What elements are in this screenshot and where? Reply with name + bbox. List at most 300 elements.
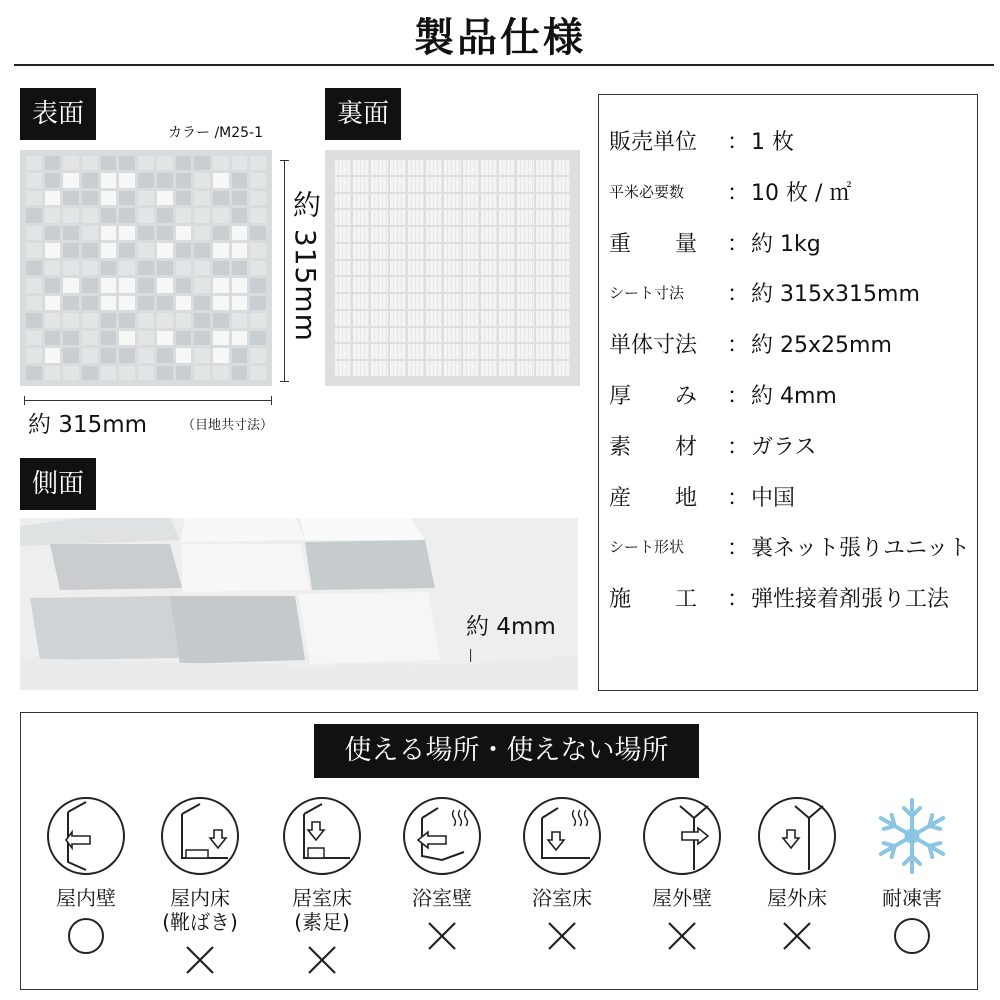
back-tile [554,194,570,209]
front-tile [194,173,210,187]
usage-label [517,886,607,910]
spec-row [609,125,977,176]
front-tile [138,296,154,310]
back-tile [390,227,406,242]
back-tile [499,177,515,192]
back-tile [499,160,515,175]
usage-label-line1: 屋外床 [767,886,827,910]
spec-row [609,481,977,532]
front-tile [138,191,154,205]
back-tile [371,361,387,376]
back-tile [499,294,515,309]
spec-value: 中国 [751,485,796,511]
front-tile [157,191,173,205]
spec-label: 施 工 [609,587,698,613]
back-tile [426,344,442,359]
back-tile [353,344,369,359]
front-tile [119,261,135,275]
back-tile [390,311,406,326]
spec-colon: ： [727,383,750,409]
front-tile [45,348,61,362]
usage-label-line1: 耐凍害 [882,886,942,910]
back-tile [481,361,497,376]
front-tile [138,278,154,292]
front-tile [213,313,229,327]
usage-item [155,796,245,980]
front-tile [138,156,154,170]
front-tile [82,278,98,292]
front-tile [232,261,248,275]
front-tile [119,366,135,380]
front-tile [119,156,135,170]
spec-colon: ： [727,180,750,206]
spec-value: 1 枚 [751,130,795,155]
front-tile [119,278,135,292]
cross-mark-icon [546,920,578,952]
front-tile [119,243,135,257]
back-tile [463,244,479,259]
front-tile [232,296,248,310]
back-tile [353,244,369,259]
width-dimension-note: （目地共寸法） [182,418,274,433]
front-tile [176,226,192,240]
back-tile [408,311,424,326]
back-tile [335,177,351,192]
front-tile [82,313,98,327]
front-tile [26,313,42,327]
front-tile [213,296,229,310]
front-tile [138,366,154,380]
side-image [20,518,578,690]
front-tile [101,243,117,257]
back-tile [371,261,387,276]
front-tile [45,278,61,292]
back-tile [554,311,570,326]
back-tile [517,261,533,276]
front-tile [213,226,229,240]
back-tile [408,227,424,242]
back-tile [408,194,424,209]
front-tile [157,366,173,380]
cross-mark-icon [426,920,458,952]
front-tile [101,173,117,187]
usage-mark [282,940,362,980]
front-tile [138,348,154,362]
front-tile [82,243,98,257]
front-tile [194,261,210,275]
front-tile [82,366,98,380]
back-tile [444,344,460,359]
back-tile [371,244,387,259]
back-tile [536,210,552,225]
back-tile [536,294,552,309]
spec-row [609,531,977,582]
back-tile [536,344,552,359]
back-tile [499,344,515,359]
front-tile [101,296,117,310]
front-tile [176,173,192,187]
front-tile [194,156,210,170]
back-tile [371,210,387,225]
front-label: 表面 [20,88,96,140]
back-tile [371,294,387,309]
spec-label: 単体寸法 [609,333,698,359]
back-tile [499,328,515,343]
back-tile [335,344,351,359]
back-tile [481,261,497,276]
back-tile [353,294,369,309]
front-tile [194,296,210,310]
back-tile [426,277,442,292]
back-tile [408,210,424,225]
back-tile [444,261,460,276]
back-tile [444,361,460,376]
front-tile [194,313,210,327]
height-dimension-text: 約 315mm [289,190,322,342]
front-tile [45,156,61,170]
back-tile [390,277,406,292]
front-tile [119,226,135,240]
front-tile [119,348,135,362]
back-tile [517,328,533,343]
front-tile [119,173,135,187]
back-tile [517,194,533,209]
front-tile [250,313,266,327]
front-tile [213,261,229,275]
back-tile [408,344,424,359]
back-tile [335,261,351,276]
height-dimension-tick-bottom [280,381,289,382]
front-tile [157,173,173,187]
usage-item [637,796,727,956]
usage-label [752,886,842,910]
front-tile [82,226,98,240]
back-tile [408,261,424,276]
back-tile [444,227,460,242]
back-tile [444,177,460,192]
back-tile [554,344,570,359]
front-tile [157,208,173,222]
front-tile [250,191,266,205]
back-tile [481,311,497,326]
front-tile [194,366,210,380]
back-tile [517,160,533,175]
back-tile [554,210,570,225]
front-tile [138,208,154,222]
front-tile [157,296,173,310]
spec-row [609,430,977,481]
front-tile [119,331,135,345]
front-tile [119,208,135,222]
back-tile [554,294,570,309]
front-tile [213,243,229,257]
back-tile [536,361,552,376]
indoor-floor-shoes-icon [160,796,240,876]
back-tile [481,210,497,225]
back-tile [371,344,387,359]
spec-label: シート寸法 [609,284,685,303]
front-tile [45,296,61,310]
front-tile [26,278,42,292]
front-tile [101,313,117,327]
back-tile [463,261,479,276]
spec-row [609,277,977,328]
back-tile [536,194,552,209]
front-tile [26,243,42,257]
back-tile [554,227,570,242]
front-tile [101,156,117,170]
front-tile [250,278,266,292]
back-label: 裏面 [325,88,401,140]
back-tile [517,244,533,259]
back-tile [353,160,369,175]
cross-mark-icon [184,944,216,976]
back-tile [371,311,387,326]
usage-item [752,796,842,956]
back-tile [353,227,369,242]
back-tile [536,244,552,259]
front-tile [194,331,210,345]
back-tile [554,277,570,292]
front-tile [138,261,154,275]
front-tile [232,191,248,205]
back-tile [463,277,479,292]
spec-label: 重 量 [609,231,698,257]
front-tile [63,191,79,205]
front-tile [26,173,42,187]
back-tile [481,277,497,292]
spec-colon: ： [727,231,750,257]
front-tile [26,331,42,345]
spec-row [609,582,977,633]
usage-mark [642,916,722,956]
front-tile [232,226,248,240]
back-tile [463,361,479,376]
spec-colon: ： [727,282,750,308]
back-tile [426,311,442,326]
back-tile [444,328,460,343]
back-tile [408,160,424,175]
back-tile [426,194,442,209]
spec-label: シート形状 [609,538,685,557]
front-tile [138,243,154,257]
usage-item [277,796,367,980]
usage-title: 使える場所・使えない場所 [314,724,699,778]
front-tile [45,261,61,275]
back-tile [353,210,369,225]
front-tile [213,278,229,292]
back-tile [371,328,387,343]
usage-mark [757,916,837,956]
front-tile [63,261,79,275]
usage-label-line1: 屋内壁 [56,886,116,910]
front-tile [26,208,42,222]
thickness-text: 約 4mm [466,614,556,640]
width-dimension-tick-left [24,396,25,405]
back-tile [481,344,497,359]
front-tile [250,243,266,257]
back-tile [499,361,515,376]
front-tile [82,156,98,170]
front-tile [176,331,192,345]
front-tile [63,296,79,310]
back-tile [390,177,406,192]
front-tile [63,226,79,240]
back-tile [408,177,424,192]
back-tile [426,294,442,309]
back-tile [481,177,497,192]
usage-item [517,796,607,956]
height-dimension-tick-top [280,160,289,161]
back-tile [335,227,351,242]
back-tile [390,294,406,309]
spec-colon: ： [727,333,750,359]
back-tile [353,177,369,192]
usage-label-line2: (靴ばき) [162,910,238,934]
front-tile [176,243,192,257]
back-tile [499,311,515,326]
back-tile [426,328,442,343]
front-tile [232,156,248,170]
front-tile [101,226,117,240]
front-tile [82,173,98,187]
front-tile [63,348,79,362]
front-tile [213,191,229,205]
front-tile [63,173,79,187]
back-tile [499,261,515,276]
back-tile [554,361,570,376]
page-title: 製品仕様 [414,15,586,61]
spec-label: 販売単位 [609,130,698,155]
front-tile [63,366,79,380]
back-tile [353,361,369,376]
back-tile [517,361,533,376]
spec-value: 約 315x315mm [751,282,920,308]
back-tile [371,160,387,175]
back-tile [463,194,479,209]
back-tile [426,244,442,259]
back-tile [499,277,515,292]
indoor-wall-icon [46,796,126,876]
front-tile [45,226,61,240]
back-tile [463,311,479,326]
back-tile [517,210,533,225]
front-tile [194,208,210,222]
usage-label [637,886,727,910]
back-tile [499,210,515,225]
front-tile [250,156,266,170]
front-tile [176,366,192,380]
front-tile [101,348,117,362]
back-tile [463,210,479,225]
front-tile [101,208,117,222]
usage-label [277,886,367,934]
back-tile [444,244,460,259]
front-tile [26,191,42,205]
usage-mark [872,916,952,956]
title-divider [14,64,994,66]
width-dimension-line [24,400,272,401]
front-tile [176,278,192,292]
usage-label-line2: (素足) [294,910,350,934]
back-tile [408,361,424,376]
outdoor-wall-icon [642,796,722,876]
front-tile [82,208,98,222]
front-tile [45,366,61,380]
front-tile [194,226,210,240]
front-tile [101,191,117,205]
back-tile [353,311,369,326]
back-tile [481,227,497,242]
usage-label-line1: 浴室壁 [412,886,472,910]
back-tile [444,160,460,175]
usage-item [867,796,957,956]
back-tile [335,244,351,259]
usage-item [41,796,131,956]
front-tile [232,313,248,327]
back-tile [554,261,570,276]
bathroom-wall-icon [402,796,482,876]
spec-row [609,379,977,430]
back-tile [463,294,479,309]
spec-value: 約 25x25mm [751,333,892,359]
front-tile [232,208,248,222]
back-tile [408,328,424,343]
spec-row [609,328,977,379]
front-tile [250,331,266,345]
front-tile [176,296,192,310]
back-tile [444,277,460,292]
front-tile [119,191,135,205]
front-tile [250,173,266,187]
back-tile [371,194,387,209]
back-tile [390,244,406,259]
front-tile [157,261,173,275]
front-tile [157,331,173,345]
front-tile [250,261,266,275]
back-tile [463,160,479,175]
back-tile [536,177,552,192]
back-tile [481,194,497,209]
front-tile [176,261,192,275]
back-tile [335,160,351,175]
back-tile [371,277,387,292]
back-tile [335,210,351,225]
front-tile [82,331,98,345]
front-tile [157,278,173,292]
front-tile [213,348,229,362]
back-tile [536,311,552,326]
cross-mark-icon [666,920,698,952]
front-tile [45,331,61,345]
outdoor-floor-icon [757,796,837,876]
back-tile [390,160,406,175]
back-tile [554,160,570,175]
front-tile [63,208,79,222]
front-tile [101,261,117,275]
front-tile [26,366,42,380]
back-tile [408,294,424,309]
front-tile [250,226,266,240]
room-floor-barefoot-icon [282,796,362,876]
back-tile [426,210,442,225]
back-tile [335,311,351,326]
spec-value: 裏ネット張りユニット [751,536,971,562]
usage-label [41,886,131,910]
back-tile [499,227,515,242]
back-tile [390,194,406,209]
circle-mark-icon [66,916,106,956]
